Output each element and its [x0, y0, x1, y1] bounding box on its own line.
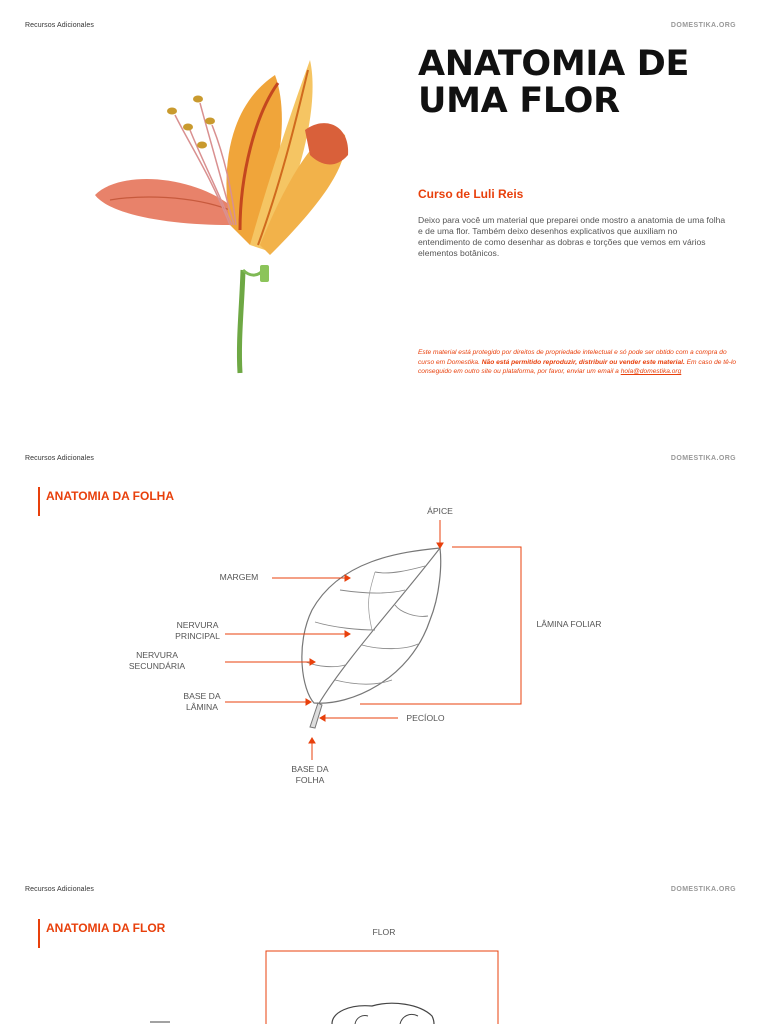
- legal-notice: [418, 348, 738, 377]
- label-nervura-principal-1: NERVURA: [176, 620, 219, 630]
- label-nervura-principal: [165, 620, 230, 642]
- flower-illustration: [80, 55, 380, 380]
- label-base-lamina-1: BASE DA: [183, 691, 221, 701]
- leaf-section-title: ANATOMIA DA FOLHA: [46, 489, 174, 503]
- header-right: DOMESTIKA.ORG: [670, 22, 736, 29]
- cover-title: [418, 46, 748, 120]
- label-base-folha-2: FOLHA: [295, 775, 325, 785]
- cover-title-line1: ANATOMIA DE: [418, 44, 690, 84]
- label-margem: MARGEM: [219, 572, 259, 582]
- legal-email-link[interactable]: hola@domestika.org: [620, 368, 682, 376]
- cover-description: Deixo para você um material que preparei onde mostro a anatomia de uma folha e de uma flor. Também deixo desenhos explicativos que auxiliam no entendimento de como desenhar as dobras e torções que vemos em vários elementos botânicos.: [418, 215, 726, 258]
- label-base-lamina: [172, 691, 232, 713]
- header-left-2: Recursos Adicionales: [25, 455, 94, 462]
- legal-text-bold: Não está permitido reproduzir, distribuir ou vender este material.: [481, 358, 685, 366]
- header-right-2: DOMESTIKA.ORG: [670, 455, 736, 462]
- legal-text-1: Este material está protegido por direitos de propriedade intelectual e só pode ser obtido com a compra do curso em Domestika.: [418, 349, 727, 366]
- header-right-3: DOMESTIKA.ORG: [670, 886, 736, 893]
- label-nervura-secundaria: [122, 650, 192, 672]
- cover-title-line2: UMA FLOR: [418, 81, 620, 121]
- label-base-folha: [280, 764, 340, 786]
- label-apice: ÁPICE: [427, 506, 453, 516]
- leaf-diagram: [0, 500, 768, 800]
- label-base-lamina-2: LÂMINA: [186, 702, 218, 712]
- label-base-folha-1: BASE DA: [291, 764, 329, 774]
- label-flor: FLOR: [372, 927, 396, 937]
- label-peciolo: PECÍOLO: [406, 713, 445, 723]
- label-nervura-principal-2: PRINCIPAL: [175, 631, 220, 641]
- flower-section-title: ANATOMIA DA FLOR: [46, 921, 166, 935]
- label-nervura-secundaria-1: NERVURA: [136, 650, 178, 660]
- flower-diagram: [0, 940, 768, 1024]
- legal-text-2: Em caso de tê-lo conseguido em outro site ou plataforma, por favor, enviar um email a: [418, 358, 737, 376]
- course-name: Curso de Luli Reis: [418, 187, 524, 201]
- label-nervura-secundaria-2: SECUNDÁRIA: [128, 661, 186, 671]
- label-lamina-foliar: LÂMINA FOLIAR: [536, 619, 602, 629]
- header-left-3: Recursos Adicionales: [25, 886, 94, 893]
- header-left: Recursos Adicionales: [25, 22, 94, 29]
